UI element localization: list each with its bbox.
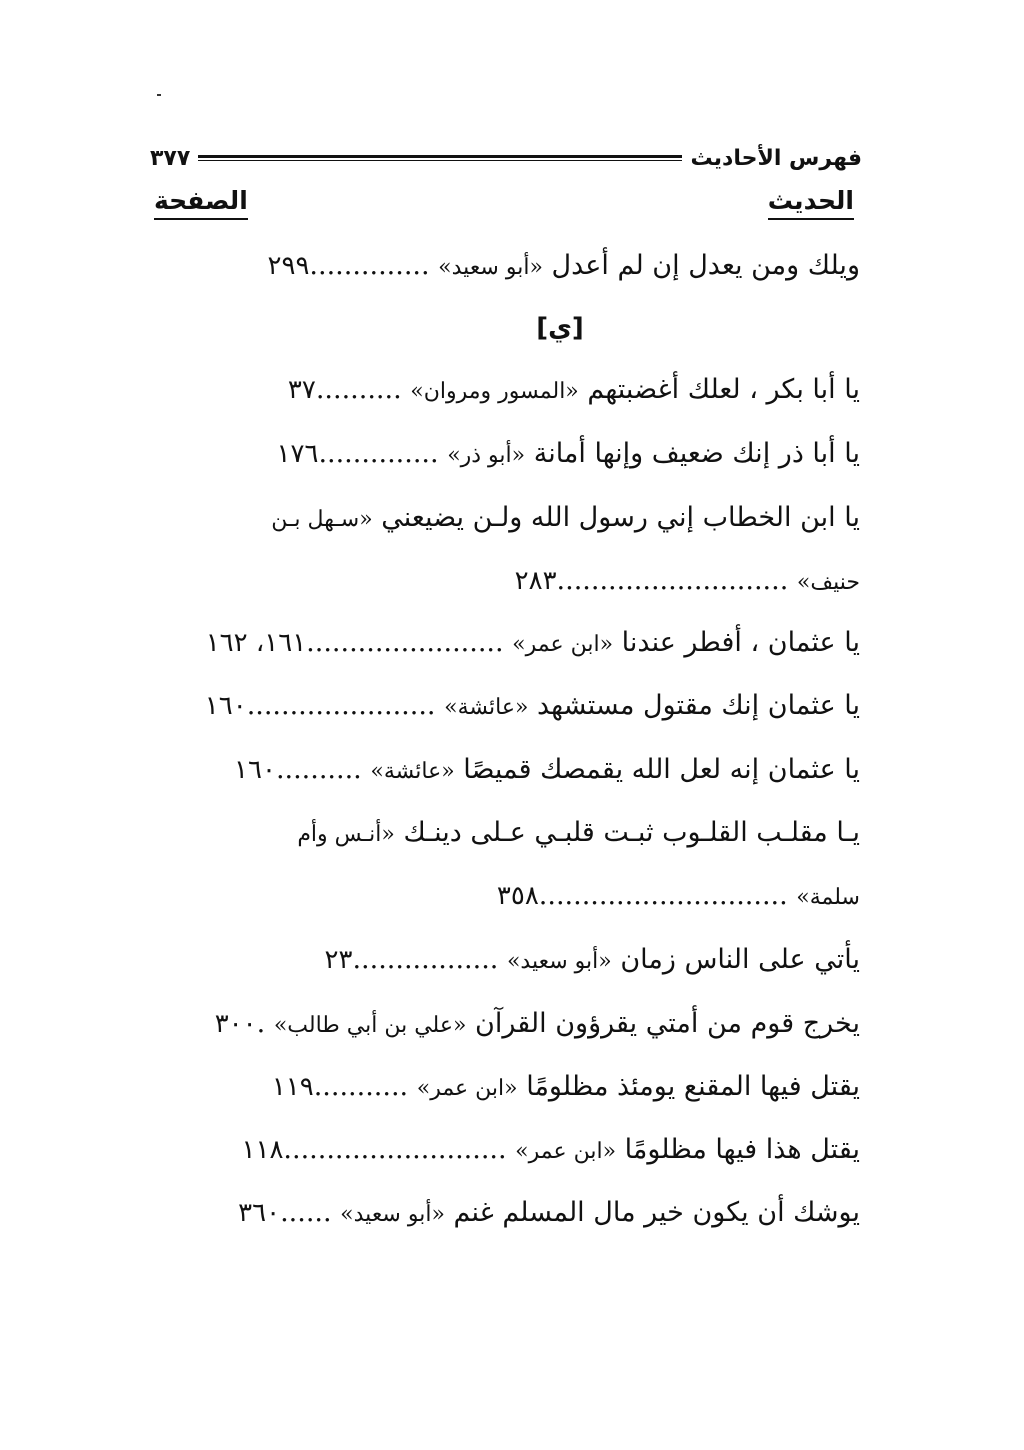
index-entry [325, 940, 860, 980]
leader-dots: ................. [352, 944, 499, 975]
narrator: «المسور ومروان» [410, 379, 579, 404]
leader-dots: ........... [313, 1071, 409, 1102]
leader-dots: ...................... [246, 690, 436, 721]
page-ref: ٢٣ [324, 945, 353, 975]
running-header [150, 140, 862, 176]
leader-dots: .............. [309, 250, 430, 281]
header-rule [198, 155, 682, 161]
column-header-page: الصفحة [154, 186, 248, 220]
hadith-text: يا عثمان إنه لعل الله يقمصك قميصًا [463, 754, 860, 785]
page-number: ٣٧٧ [150, 145, 191, 171]
index-entry [242, 1130, 860, 1170]
hadith-text: يا أبا ذر إنك ضعيف وإنها أمانة [533, 438, 860, 469]
index-entry [238, 1193, 860, 1233]
index-entry [215, 1004, 860, 1044]
narrator: «أبو سعيد» [438, 255, 543, 280]
index-entry [277, 434, 860, 474]
running-title: فهرس الأحاديث [690, 145, 862, 171]
narrator: حنيف» [796, 570, 860, 595]
column-header-hadith: الحديث [768, 186, 854, 220]
leader-dots: .............. [318, 438, 439, 469]
hadith-text: يقتل هذا فيها مظلومًا [624, 1134, 860, 1165]
page-ref: ١٦٠ [204, 691, 247, 721]
hadith-text: يا أبا بكر ، لعلك أغضبتهم [587, 374, 860, 405]
index-entry [272, 1067, 860, 1107]
leader-dots: ...... [280, 1197, 332, 1228]
page-ref: ١٧٦ [276, 439, 319, 469]
page-ref: ٣٠٠ [214, 1009, 257, 1039]
narrator: «أنـس وأم [297, 822, 395, 847]
narrator: «ابن عمر» [515, 1139, 617, 1164]
leader-dots: . [256, 1008, 266, 1039]
page-ref: ١٦٠ [234, 755, 276, 785]
leader-dots: .......................... [283, 1134, 507, 1165]
index-entry [288, 370, 860, 410]
index-entry [268, 246, 860, 286]
index-entry [205, 686, 860, 726]
hadith-text: يا عثمان ، أفطر عندنا [621, 627, 860, 658]
leader-dots: ............................. [538, 880, 788, 911]
hadith-text: يـا مقلـب القلـوب ثبـت قلبـي عـلى دينـك [403, 817, 860, 848]
page-ref: ٣٧ [287, 375, 316, 405]
leader-dots: .......... [275, 754, 362, 785]
leader-dots: .......... [315, 374, 402, 405]
index-entry [297, 813, 860, 853]
narrator: «أبو سعيد» [340, 1202, 445, 1227]
index-entry-continuation [497, 876, 860, 916]
hadith-text: يوشك أن يكون خير مال المسلم غنم [453, 1197, 860, 1228]
page-ref: ١١٨ [241, 1135, 284, 1165]
leader-dots: ........................... [556, 565, 789, 596]
narrator: «سـهل بـن [271, 507, 373, 532]
page-ref: ٢٩٩ [267, 251, 310, 281]
hadith-text: يا ابن الخطاب إني رسول الله ولـن يضيعني [381, 502, 860, 533]
section-letter: [ي] [536, 313, 584, 343]
page-ref: ٣٦٠ [238, 1198, 281, 1228]
hadith-text: ويلك ومن يعدل إن لم أعدل [551, 250, 860, 281]
hadith-text: يخرج قوم من أمتي يقرؤون القرآن [475, 1008, 860, 1039]
index-entry [206, 623, 860, 663]
narrator: «ابن عمر» [416, 1076, 518, 1101]
hadith-text: يا عثمان إنك مقتول مستشهد [537, 690, 860, 721]
print-speck [157, 94, 161, 96]
index-entry [271, 498, 860, 538]
narrator: سلمة» [796, 885, 860, 910]
page-ref: ٣٥٨ [496, 881, 539, 911]
hadith-text: يأتي على الناس زمان [620, 944, 860, 975]
index-entry-continuation [515, 561, 860, 601]
page-ref: ١٦١، ١٦٢ [205, 628, 307, 658]
page-ref: ١١٩ [271, 1072, 314, 1102]
page-ref: ٢٨٣ [514, 566, 557, 596]
narrator: «علي بن أبي طالب» [273, 1013, 467, 1038]
narrator: «أبو سعيد» [506, 949, 612, 974]
hadith-text: يقتل فيها المقنع يومئذ مظلومًا [526, 1071, 860, 1102]
index-entry [234, 750, 860, 790]
narrator: «عائشة» [444, 695, 529, 720]
narrator: «عائشة» [370, 759, 455, 784]
narrator: «أبو ذر» [447, 443, 526, 468]
narrator: «ابن عمر» [512, 632, 614, 657]
leader-dots: ....................... [306, 627, 504, 658]
